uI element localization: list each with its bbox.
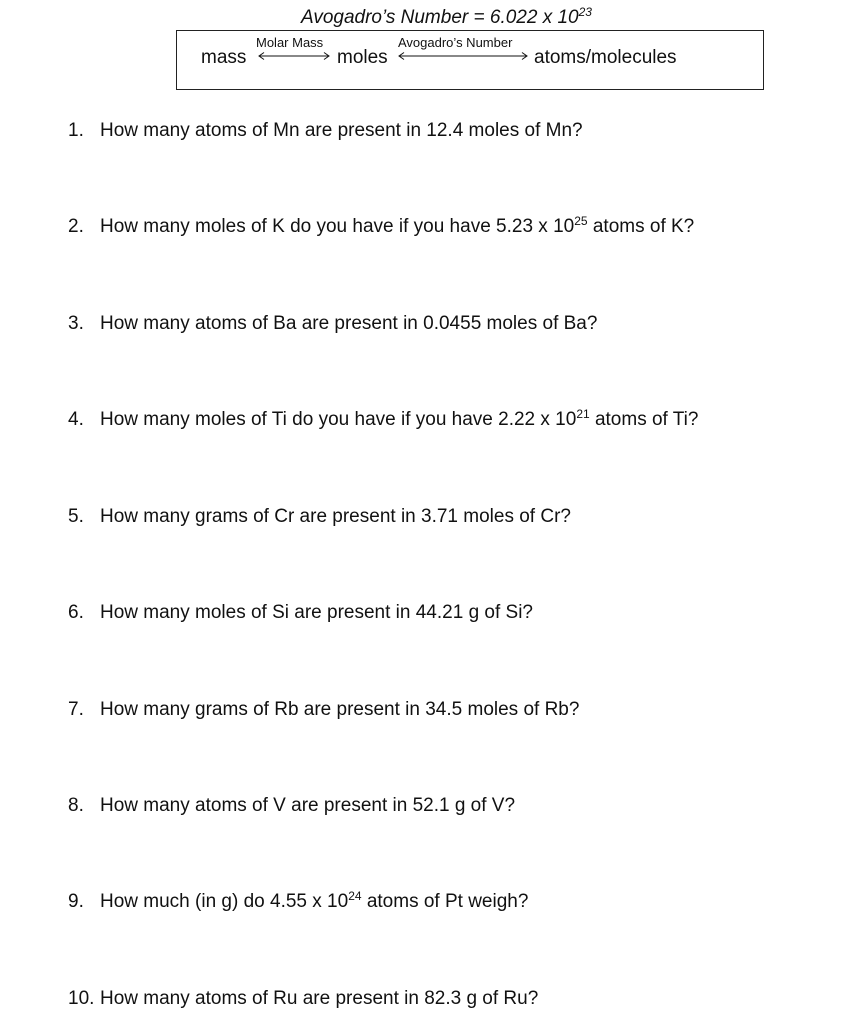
question-6 [68,601,533,625]
question-7 [68,698,579,722]
double-arrow-icon [257,51,331,61]
question-10 [68,987,538,1011]
question-number: 6. [68,602,84,623]
avogadro-number-heading [301,6,592,30]
double-arrow-icon [397,51,529,61]
question-8 [68,794,515,818]
question-3 [68,312,597,336]
question-text-end: atoms of Ti? [589,409,699,430]
molar-mass-label: Molar Mass [256,35,324,50]
question-text: How many atoms of V are present in 52.1 g of V? [100,795,516,816]
question-text: How many atoms of Ru are present in 82.3 g of Ru? [100,988,539,1009]
worksheet-title [0,6,849,30]
question-text: How many moles of K do you have if you have 5.23 x 10 [100,216,575,237]
question-text: How many atoms of Mn are present in 12.4 moles of Mn? [100,120,583,141]
question-text: How many atoms of Ba are present in 0.0455 moles of Ba? [100,313,598,334]
question-5 [68,505,571,529]
question-number: 10. [68,988,95,1009]
question-number: 4. [68,409,84,430]
question-number: 1. [68,120,84,141]
avogadro-number-label: Avogadro’s Number [398,35,513,50]
title-text: Avogadro’s Number = 6.022 x 10 [301,7,579,28]
question-9 [68,890,528,914]
mass-label: mass [201,47,247,68]
question-text: How many moles of Ti do you have if you have 2.22 x 10 [100,409,577,430]
question-number: 2. [68,216,84,237]
question-text: How much (in g) do 4.55 x 10 [100,891,349,912]
question-4 [68,408,698,432]
question-text: How many grams of Rb are present in 34.5 moles of Rb? [100,699,580,720]
question-text-end: atoms of K? [587,216,695,237]
question-1 [68,119,583,143]
question-2 [68,215,694,239]
question-number: 8. [68,795,84,816]
question-exponent: 21 [576,407,590,421]
question-number: 7. [68,699,84,720]
question-number: 9. [68,891,84,912]
question-number: 3. [68,313,84,334]
atoms-molecules-label: atoms/molecules [534,47,677,68]
question-exponent: 24 [348,889,362,903]
moles-label: moles [337,47,388,68]
conversion-diagram [176,30,764,90]
question-exponent: 25 [574,214,588,228]
question-number: 5. [68,506,84,527]
question-text: How many moles of Si are present in 44.21 g of Si? [100,602,534,623]
question-text-end: atoms of Pt weigh? [361,891,529,912]
question-text: How many grams of Cr are present in 3.71 moles of Cr? [100,506,571,527]
title-exponent: 23 [578,5,592,19]
